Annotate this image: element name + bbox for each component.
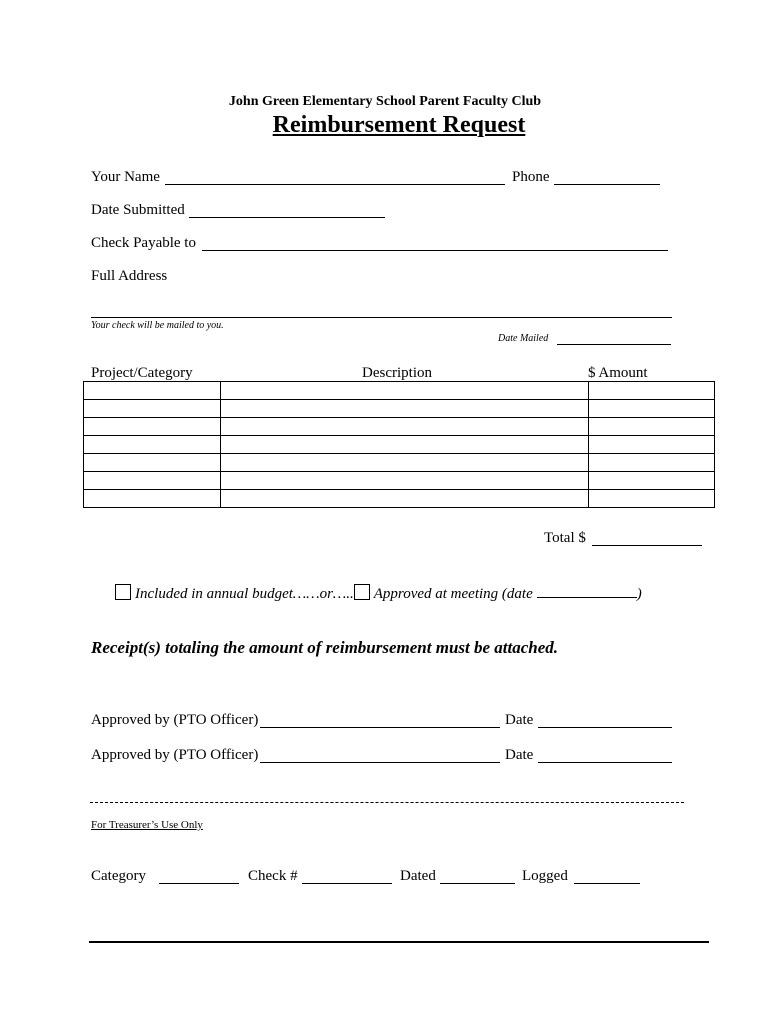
approved-close: ) (636, 586, 642, 602)
phone-label: Phone (512, 169, 550, 185)
full-address-label: Full Address (91, 268, 168, 284)
check-number-label: Check # (248, 868, 298, 884)
project-cell[interactable] (84, 418, 221, 436)
amount-cell[interactable] (589, 472, 715, 490)
your-name-label: Your Name (91, 169, 160, 185)
date-mailed-label: Date Mailed (498, 333, 549, 344)
approval-1-date-label: Date (505, 712, 534, 728)
total-field[interactable] (592, 545, 702, 546)
table-row (84, 436, 715, 454)
col-amount-header: $ Amount (588, 365, 648, 381)
category-field[interactable] (159, 883, 239, 884)
form-title: Reimbursement Request (272, 112, 526, 138)
check-payable-field[interactable] (202, 250, 668, 251)
approval-2-field[interactable] (260, 762, 500, 763)
receipt-note: Receipt(s) totaling the amount of reimbursement must be attached. (91, 638, 559, 657)
dated-label: Dated (400, 868, 436, 884)
your-name-field[interactable] (165, 184, 505, 185)
logged-field[interactable] (574, 883, 640, 884)
check-number-field[interactable] (302, 883, 392, 884)
amount-cell[interactable] (589, 490, 715, 508)
amount-cell[interactable] (589, 454, 715, 472)
table-row (84, 418, 715, 436)
phone-field[interactable] (554, 184, 660, 185)
approved-label: Approved at meeting (date (373, 586, 533, 602)
full-address-field[interactable] (91, 317, 672, 318)
amount-cell[interactable] (589, 382, 715, 400)
date-mailed-field[interactable] (557, 344, 671, 345)
mail-note: Your check will be mailed to you. (91, 320, 224, 331)
description-cell[interactable] (221, 418, 589, 436)
total-label: Total $ (544, 530, 586, 546)
approval-2-date-field[interactable] (538, 762, 672, 763)
table-row (84, 490, 715, 508)
project-cell[interactable] (84, 382, 221, 400)
description-cell[interactable] (221, 490, 589, 508)
col-description-header: Description (362, 365, 432, 381)
table-row (84, 382, 715, 400)
col-project-header: Project/Category (91, 365, 193, 381)
bottom-rule (89, 941, 709, 943)
description-cell[interactable] (221, 454, 589, 472)
approval-1-field[interactable] (260, 727, 500, 728)
project-cell[interactable] (84, 472, 221, 490)
treasurer-heading: For Treasurer’s Use Only (91, 819, 203, 831)
dated-field[interactable] (440, 883, 515, 884)
description-cell[interactable] (221, 400, 589, 418)
amount-cell[interactable] (589, 436, 715, 454)
description-cell[interactable] (221, 436, 589, 454)
category-label: Category (91, 868, 146, 884)
approval-1-label: Approved by (PTO Officer) (91, 712, 259, 728)
description-cell[interactable] (221, 382, 589, 400)
project-cell[interactable] (84, 490, 221, 508)
items-table (83, 381, 715, 508)
check-payable-label: Check Payable to (91, 235, 196, 251)
approved-checkbox[interactable] (354, 584, 370, 600)
table-row (84, 472, 715, 490)
project-cell[interactable] (84, 436, 221, 454)
meeting-date-field[interactable] (537, 597, 637, 598)
table-row (84, 400, 715, 418)
approval-1-date-field[interactable] (538, 727, 672, 728)
amount-cell[interactable] (589, 418, 715, 436)
amount-cell[interactable] (589, 400, 715, 418)
project-cell[interactable] (84, 454, 221, 472)
organization-name: John Green Elementary School Parent Faculty Club (228, 94, 542, 109)
cut-line (90, 802, 684, 803)
approval-2-label: Approved by (PTO Officer) (91, 747, 259, 763)
date-submitted-field[interactable] (189, 217, 385, 218)
budget-label: Included in annual budget……or….. (135, 586, 354, 602)
budget-checkbox[interactable] (115, 584, 131, 600)
approval-2-date-label: Date (505, 747, 534, 763)
logged-label: Logged (522, 868, 568, 884)
project-cell[interactable] (84, 400, 221, 418)
date-submitted-label: Date Submitted (91, 202, 185, 218)
description-cell[interactable] (221, 472, 589, 490)
table-row (84, 454, 715, 472)
